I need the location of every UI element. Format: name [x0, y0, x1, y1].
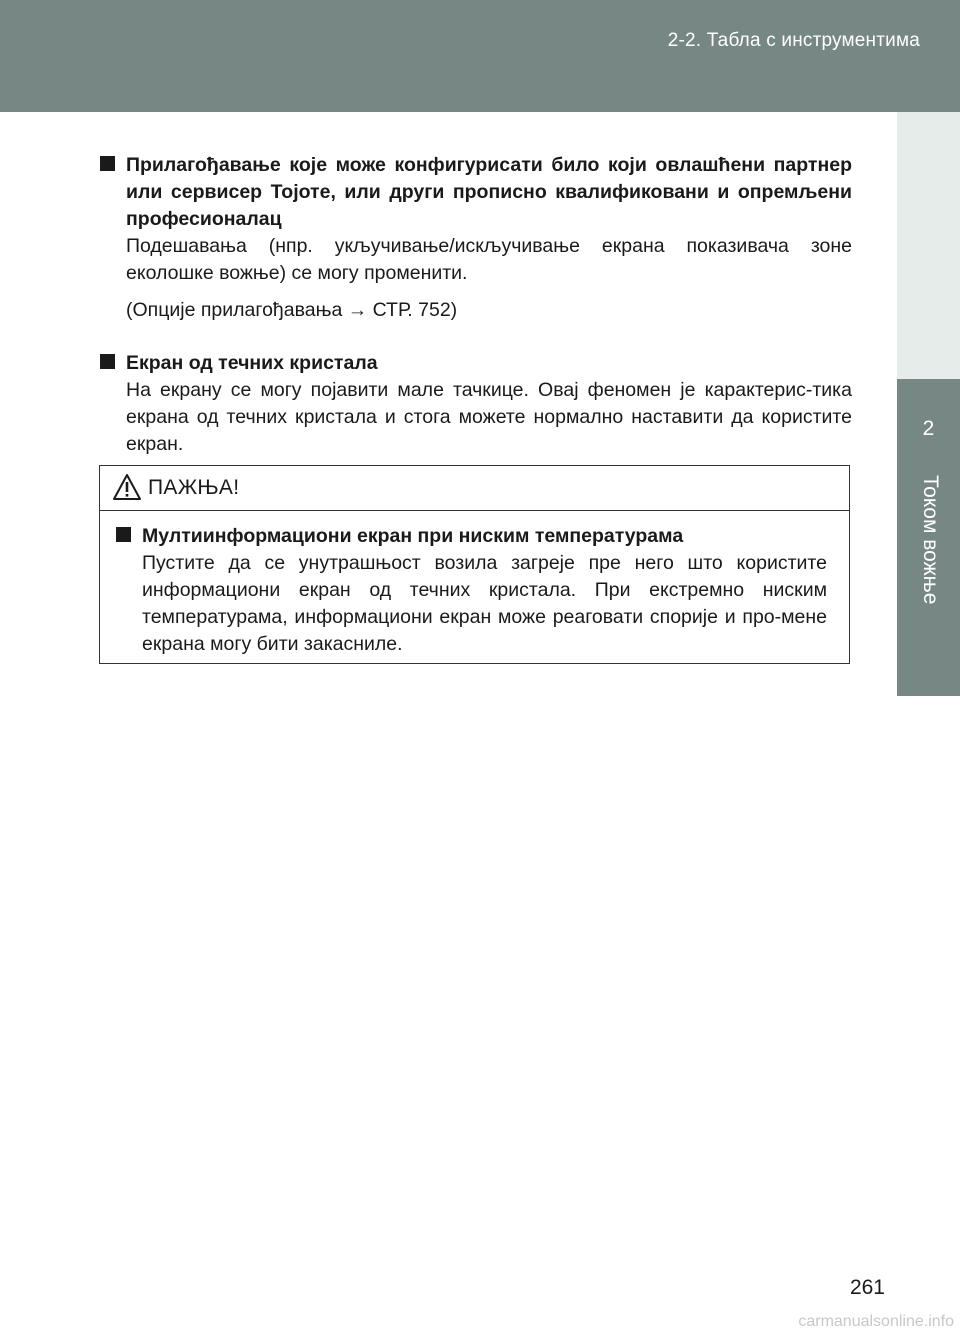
caution-header [100, 466, 849, 511]
watermark: carmanualsonline.info [798, 1313, 954, 1330]
warning-triangle-icon [112, 473, 142, 501]
section-title: 2-2. Табла с инструментима [667, 30, 920, 51]
square-bullet-icon [116, 527, 131, 542]
chapter-tab [897, 379, 960, 696]
section-customization [100, 152, 852, 324]
side-tab-spacer [897, 112, 960, 379]
caution-heading: ПАЖЊА! [148, 476, 240, 499]
section-title-lcd: Екран од течних кристала [126, 352, 378, 374]
caution-item [116, 523, 827, 658]
section-body-customization: Подешавања (нпр. укључивање/искључивање екрана показивача зоне еколошке вожње) се могу променити. [126, 235, 852, 284]
caution-item-body: Пустите да се унутрашњост возила загреје пре него што користите информациони екран од течних кристала. При екстремно ниским температурама, информациони екран може реаговати спорије и про-мене екрана могу бити закасниле. [142, 552, 827, 655]
square-bullet-icon [100, 156, 115, 171]
page-header [0, 0, 960, 112]
chapter-label: Током вожње [919, 475, 942, 605]
section-lcd [100, 350, 852, 458]
caution-item-title: Мултиинформациони екран при ниским температурама [142, 525, 684, 547]
square-bullet-icon [100, 354, 115, 369]
main-content [100, 152, 852, 484]
section-title-customization: Прилагођавање које може конфигурисати било који овлашћени партнер или сервисер Тојоте, или други прописно квалификовани и опремљени професионалац [126, 154, 852, 230]
section-body-lcd: На екрану се могу појавити мале тачкице. Овај феномен је карактерис-тика екрана од течних кристала и стога можете нормално наставити да користите екран. [126, 379, 852, 455]
page-number: 261 [849, 1276, 885, 1299]
caution-box [99, 465, 850, 664]
page-reference: (Опције прилагођавања → СТР. 752) [126, 299, 458, 321]
chapter-number: 2 [922, 417, 935, 440]
